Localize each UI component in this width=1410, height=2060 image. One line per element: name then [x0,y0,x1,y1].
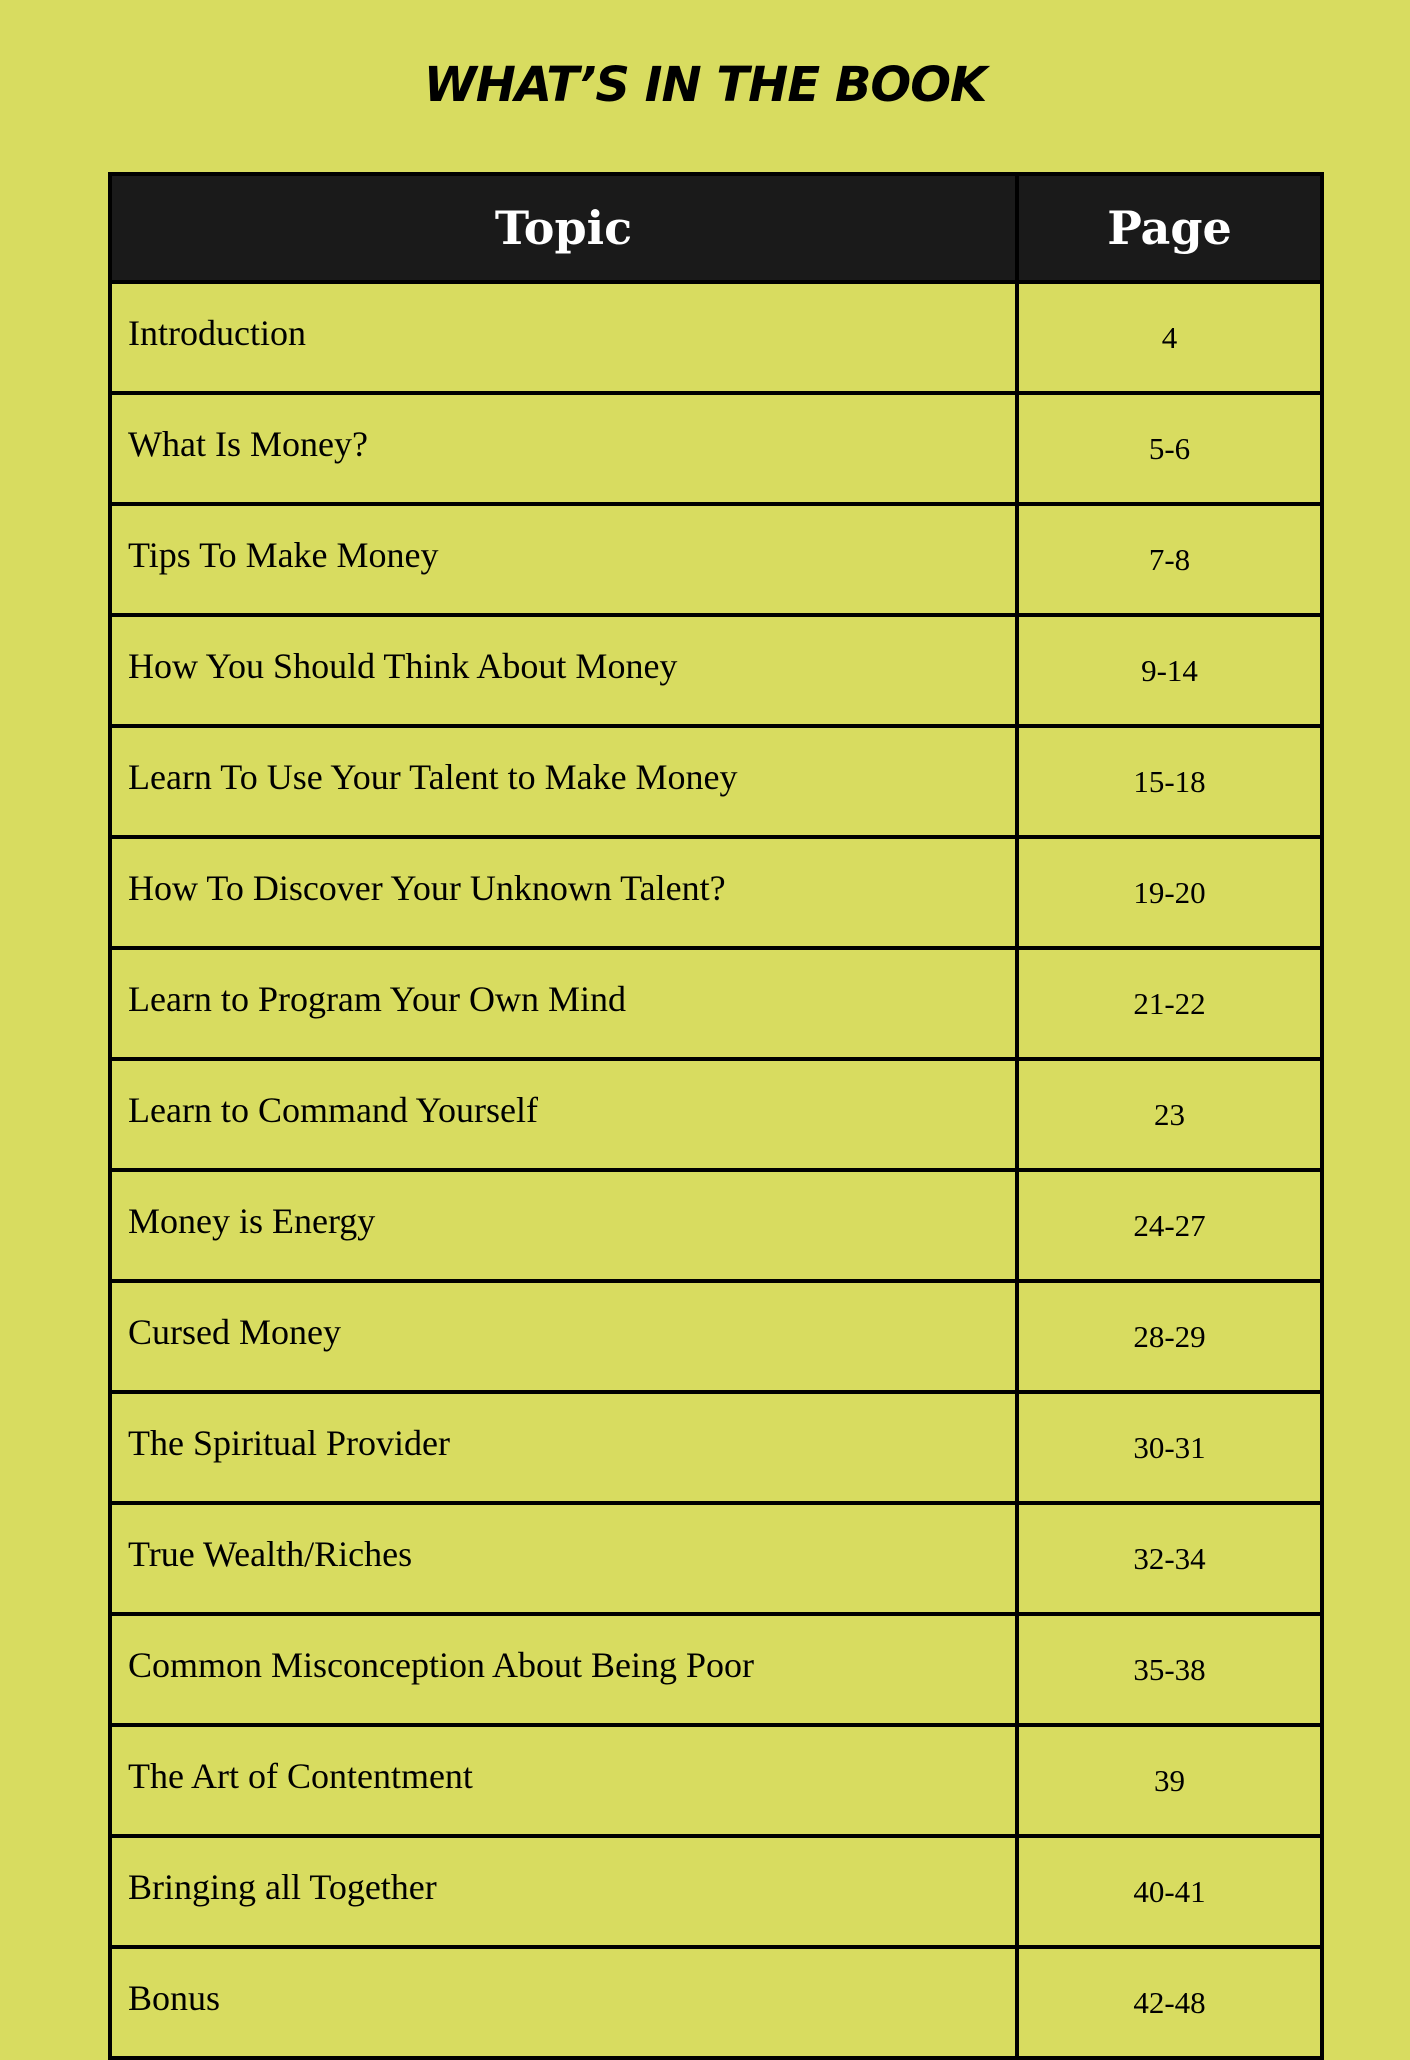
topic-cell: Learn to Command Yourself [110,1059,1017,1170]
table-row [110,837,1322,948]
table-header-row [110,174,1322,282]
table-row [110,1281,1322,1392]
page-cell: 42-48 [1017,1947,1322,2058]
page-title: WHAT’S IN THE BOOK [423,57,987,113]
table-row [110,1836,1322,1947]
page-cell: 7-8 [1017,504,1322,615]
topic-cell: Bringing all Together [110,1836,1017,1947]
topic-cell: The Spiritual Provider [110,1392,1017,1503]
page-cell: 28-29 [1017,1281,1322,1392]
table-row [110,282,1322,393]
table-row [110,1392,1322,1503]
table-row [110,1614,1322,1725]
page-cell: 5-6 [1017,393,1322,504]
topic-cell: Money is Energy [110,1170,1017,1281]
page-cell: 30-31 [1017,1392,1322,1503]
page-cell: 40-41 [1017,1836,1322,1947]
table-row [110,1725,1322,1836]
topic-cell: Cursed Money [110,1281,1017,1392]
page-cell: 32-34 [1017,1503,1322,1614]
topic-cell: How You Should Think About Money [110,615,1017,726]
page-cell: 23 [1017,1059,1322,1170]
table-row [110,393,1322,504]
page-cell: 15-18 [1017,726,1322,837]
page-cell: 19-20 [1017,837,1322,948]
topic-cell: Learn To Use Your Talent to Make Money [110,726,1017,837]
table-row [110,1503,1322,1614]
topic-cell: Bonus [110,1947,1017,2058]
contents-table [108,172,1324,2060]
table-row [110,1947,1322,2058]
topic-cell: The Art of Contentment [110,1725,1017,1836]
topic-cell: Learn to Program Your Own Mind [110,948,1017,1059]
topic-cell: What Is Money? [110,393,1017,504]
table-row [110,948,1322,1059]
page-cell: 21-22 [1017,948,1322,1059]
table-row [110,1170,1322,1281]
topic-cell: True Wealth/Riches [110,1503,1017,1614]
page-cell: 35-38 [1017,1614,1322,1725]
page-cell: 39 [1017,1725,1322,1836]
topic-cell: How To Discover Your Unknown Talent? [110,837,1017,948]
table-row [110,726,1322,837]
page-cell: 24-27 [1017,1170,1322,1281]
page-cell: 9-14 [1017,615,1322,726]
topic-cell: Common Misconception About Being Poor [110,1614,1017,1725]
table-row [110,504,1322,615]
table-row [110,1059,1322,1170]
topic-column-header: Topic [110,174,1017,282]
topic-cell: Introduction [110,282,1017,393]
page-column-header: Page [1017,174,1322,282]
table-row [110,615,1322,726]
topic-cell: Tips To Make Money [110,504,1017,615]
page-cell: 4 [1017,282,1322,393]
